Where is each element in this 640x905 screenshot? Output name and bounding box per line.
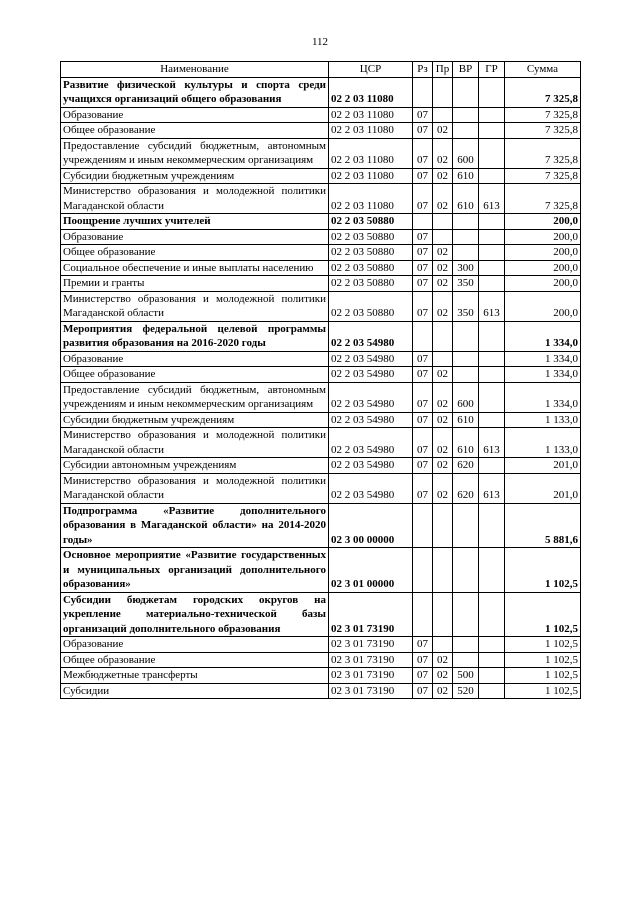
cell-gr: 613 [479,291,505,321]
cell-name: Образование [61,107,329,123]
cell-vr: 350 [453,276,479,292]
cell-rz [413,548,433,593]
cell-rz: 07 [413,652,433,668]
cell-gr [479,683,505,699]
table-row [61,428,581,458]
cell-sum: 1 102,5 [505,548,581,593]
cell-csr: 02 2 03 54980 [329,367,413,383]
cell-gr [479,351,505,367]
cell-name: Основное мероприятие «Развитие государственных и муниципальных организаций дополнительного образования» [61,548,329,593]
cell-sum: 5 881,6 [505,503,581,548]
cell-gr [479,214,505,230]
table-row [61,214,581,230]
cell-name: Премии и гранты [61,276,329,292]
cell-rz: 07 [413,168,433,184]
cell-rz: 07 [413,382,433,412]
header-csr: ЦСР [329,62,413,78]
table-row [61,351,581,367]
cell-csr: 02 2 03 50880 [329,276,413,292]
table-row [61,382,581,412]
cell-rz: 07 [413,412,433,428]
cell-sum: 1 102,5 [505,683,581,699]
cell-pr [433,321,453,351]
cell-vr: 610 [453,428,479,458]
cell-vr [453,229,479,245]
table-row [61,548,581,593]
cell-pr: 02 [433,367,453,383]
cell-pr: 02 [433,382,453,412]
cell-gr: 613 [479,184,505,214]
cell-name: Предоставление субсидий бюджетным, автономным учреждениям и иным некоммерческим организациям [61,382,329,412]
table-row [61,412,581,428]
table-row [61,77,581,107]
cell-rz [413,592,433,637]
cell-csr: 02 2 03 50880 [329,291,413,321]
cell-rz: 07 [413,184,433,214]
cell-csr: 02 2 03 54980 [329,351,413,367]
table-row [61,637,581,653]
cell-name: Субсидии [61,683,329,699]
table-row [61,668,581,684]
cell-pr: 02 [433,260,453,276]
cell-pr [433,77,453,107]
cell-vr: 620 [453,473,479,503]
cell-pr [433,351,453,367]
table-header [61,62,581,78]
cell-sum: 1 334,0 [505,321,581,351]
cell-csr: 02 2 03 50880 [329,229,413,245]
cell-rz [413,503,433,548]
cell-rz: 07 [413,260,433,276]
cell-csr: 02 2 03 50880 [329,214,413,230]
header-pr: Пр [433,62,453,78]
cell-vr [453,123,479,139]
cell-sum: 7 325,8 [505,77,581,107]
cell-pr: 02 [433,458,453,474]
cell-rz: 07 [413,367,433,383]
cell-name: Образование [61,229,329,245]
cell-rz: 07 [413,245,433,261]
header-sum: Сумма [505,62,581,78]
cell-rz: 07 [413,138,433,168]
cell-csr: 02 2 03 11080 [329,184,413,214]
cell-gr [479,107,505,123]
cell-gr [479,138,505,168]
cell-gr [479,592,505,637]
cell-gr [479,458,505,474]
table-row [61,473,581,503]
cell-sum: 7 325,8 [505,184,581,214]
cell-csr: 02 2 03 11080 [329,123,413,139]
cell-sum: 200,0 [505,245,581,261]
cell-vr [453,321,479,351]
cell-sum: 1 133,0 [505,412,581,428]
cell-vr [453,77,479,107]
table-row [61,683,581,699]
table-row [61,291,581,321]
cell-rz [413,321,433,351]
cell-pr [433,229,453,245]
cell-pr: 02 [433,473,453,503]
cell-name: Общее образование [61,123,329,139]
cell-sum: 7 325,8 [505,168,581,184]
cell-gr [479,668,505,684]
cell-vr: 300 [453,260,479,276]
cell-rz [413,214,433,230]
cell-pr: 02 [433,683,453,699]
cell-vr [453,548,479,593]
cell-sum: 1 102,5 [505,592,581,637]
cell-name: Подпрограмма «Развитие дополнительного образования в Магаданской области» на 2014-2020 годы» [61,503,329,548]
cell-gr [479,168,505,184]
cell-vr [453,652,479,668]
cell-gr [479,412,505,428]
cell-name: Министерство образования и молодежной политики Магаданской области [61,428,329,458]
cell-rz: 07 [413,473,433,503]
cell-pr [433,214,453,230]
cell-pr [433,107,453,123]
cell-csr: 02 3 00 00000 [329,503,413,548]
cell-pr [433,637,453,653]
cell-gr [479,652,505,668]
cell-pr: 02 [433,245,453,261]
cell-vr: 610 [453,184,479,214]
table-row [61,245,581,261]
cell-pr: 02 [433,652,453,668]
header-vr: ВР [453,62,479,78]
cell-name: Министерство образования и молодежной политики Магаданской области [61,473,329,503]
cell-rz: 07 [413,276,433,292]
cell-vr: 500 [453,668,479,684]
cell-gr [479,503,505,548]
cell-name: Общее образование [61,367,329,383]
cell-pr: 02 [433,138,453,168]
cell-sum: 7 325,8 [505,138,581,168]
cell-name: Предоставление субсидий бюджетным, автономным учреждениям и иным некоммерческим организациям [61,138,329,168]
cell-vr [453,245,479,261]
cell-csr: 02 2 03 50880 [329,260,413,276]
cell-csr: 02 2 03 11080 [329,77,413,107]
cell-sum: 200,0 [505,214,581,230]
cell-vr [453,107,479,123]
table-row [61,458,581,474]
table-row [61,321,581,351]
cell-vr: 350 [453,291,479,321]
cell-csr: 02 2 03 54980 [329,412,413,428]
cell-vr: 610 [453,412,479,428]
cell-csr: 02 2 03 54980 [329,382,413,412]
cell-csr: 02 2 03 54980 [329,473,413,503]
cell-gr [479,367,505,383]
cell-pr: 02 [433,412,453,428]
cell-rz: 07 [413,458,433,474]
cell-rz: 07 [413,683,433,699]
cell-vr: 620 [453,458,479,474]
cell-pr: 02 [433,184,453,214]
cell-rz: 07 [413,123,433,139]
cell-sum: 7 325,8 [505,123,581,139]
cell-sum: 1 102,5 [505,637,581,653]
cell-sum: 1 334,0 [505,351,581,367]
cell-sum: 200,0 [505,276,581,292]
cell-sum: 7 325,8 [505,107,581,123]
cell-pr: 02 [433,668,453,684]
cell-gr: 613 [479,473,505,503]
table-row [61,168,581,184]
cell-gr [479,382,505,412]
table-row [61,652,581,668]
cell-rz: 07 [413,229,433,245]
cell-sum: 200,0 [505,291,581,321]
cell-vr [453,592,479,637]
cell-name: Социальное обеспечение и иные выплаты населению [61,260,329,276]
cell-sum: 200,0 [505,260,581,276]
table-row [61,123,581,139]
cell-sum: 1 102,5 [505,652,581,668]
cell-pr: 02 [433,291,453,321]
table-row [61,367,581,383]
cell-name: Образование [61,351,329,367]
cell-pr [433,503,453,548]
cell-csr: 02 2 03 54980 [329,428,413,458]
cell-vr [453,637,479,653]
cell-name: Мероприятия федеральной целевой программы развития образования на 2016-2020 годы [61,321,329,351]
cell-gr [479,229,505,245]
cell-name: Общее образование [61,652,329,668]
cell-name: Субсидии бюджетным учреждениям [61,412,329,428]
cell-sum: 1 334,0 [505,382,581,412]
cell-rz: 07 [413,291,433,321]
cell-name: Развитие физической культуры и спорта среди учащихся организаций общего образования [61,77,329,107]
cell-name: Общее образование [61,245,329,261]
budget-table [60,61,581,699]
cell-gr [479,321,505,351]
cell-gr [479,276,505,292]
page-number: 112 [311,36,329,48]
table-row [61,276,581,292]
cell-sum: 1 334,0 [505,367,581,383]
cell-name: Образование [61,637,329,653]
cell-rz: 07 [413,107,433,123]
cell-csr: 02 3 01 73190 [329,668,413,684]
cell-vr: 600 [453,382,479,412]
header-rz: Рз [413,62,433,78]
cell-name: Межбюджетные трансферты [61,668,329,684]
cell-name: Министерство образования и молодежной политики Магаданской области [61,184,329,214]
table-row [61,184,581,214]
cell-pr: 02 [433,123,453,139]
cell-name: Субсидии бюджетным учреждениям [61,168,329,184]
cell-csr: 02 2 03 11080 [329,138,413,168]
cell-pr [433,592,453,637]
cell-csr: 02 2 03 50880 [329,245,413,261]
table-row [61,107,581,123]
cell-vr [453,367,479,383]
cell-name: Субсидии автономным учреждениям [61,458,329,474]
cell-csr: 02 2 03 11080 [329,107,413,123]
cell-pr: 02 [433,276,453,292]
cell-csr: 02 2 03 11080 [329,168,413,184]
cell-csr: 02 3 01 73190 [329,683,413,699]
cell-sum: 201,0 [505,458,581,474]
cell-pr: 02 [433,168,453,184]
cell-name: Министерство образования и молодежной политики Магаданской области [61,291,329,321]
cell-rz: 07 [413,428,433,458]
cell-sum: 1 102,5 [505,668,581,684]
cell-csr: 02 2 03 54980 [329,458,413,474]
cell-vr [453,503,479,548]
cell-vr [453,351,479,367]
cell-sum: 200,0 [505,229,581,245]
cell-vr: 600 [453,138,479,168]
cell-vr: 520 [453,683,479,699]
cell-csr: 02 2 03 54980 [329,321,413,351]
cell-pr [433,548,453,593]
cell-rz [413,77,433,107]
cell-csr: 02 3 01 00000 [329,548,413,593]
cell-gr [479,77,505,107]
header-name: Наименование [61,62,329,78]
cell-gr [479,548,505,593]
cell-vr: 610 [453,168,479,184]
cell-gr [479,637,505,653]
cell-name: Субсидии бюджетам городских округов на укрепление материально-технической базы организаций дополнительного образования [61,592,329,637]
cell-sum: 201,0 [505,473,581,503]
table-row [61,229,581,245]
table-body [61,77,581,699]
cell-rz: 07 [413,668,433,684]
table-row [61,592,581,637]
cell-rz: 07 [413,637,433,653]
table-row [61,260,581,276]
cell-csr: 02 3 01 73190 [329,592,413,637]
header-gr: ГР [479,62,505,78]
cell-csr: 02 3 01 73190 [329,652,413,668]
cell-rz: 07 [413,351,433,367]
cell-csr: 02 3 01 73190 [329,637,413,653]
cell-vr [453,214,479,230]
cell-name: Поощрение лучших учителей [61,214,329,230]
cell-gr [479,123,505,139]
cell-gr [479,245,505,261]
cell-sum: 1 133,0 [505,428,581,458]
cell-gr: 613 [479,428,505,458]
cell-pr: 02 [433,428,453,458]
table-row [61,138,581,168]
table-row [61,503,581,548]
cell-gr [479,260,505,276]
